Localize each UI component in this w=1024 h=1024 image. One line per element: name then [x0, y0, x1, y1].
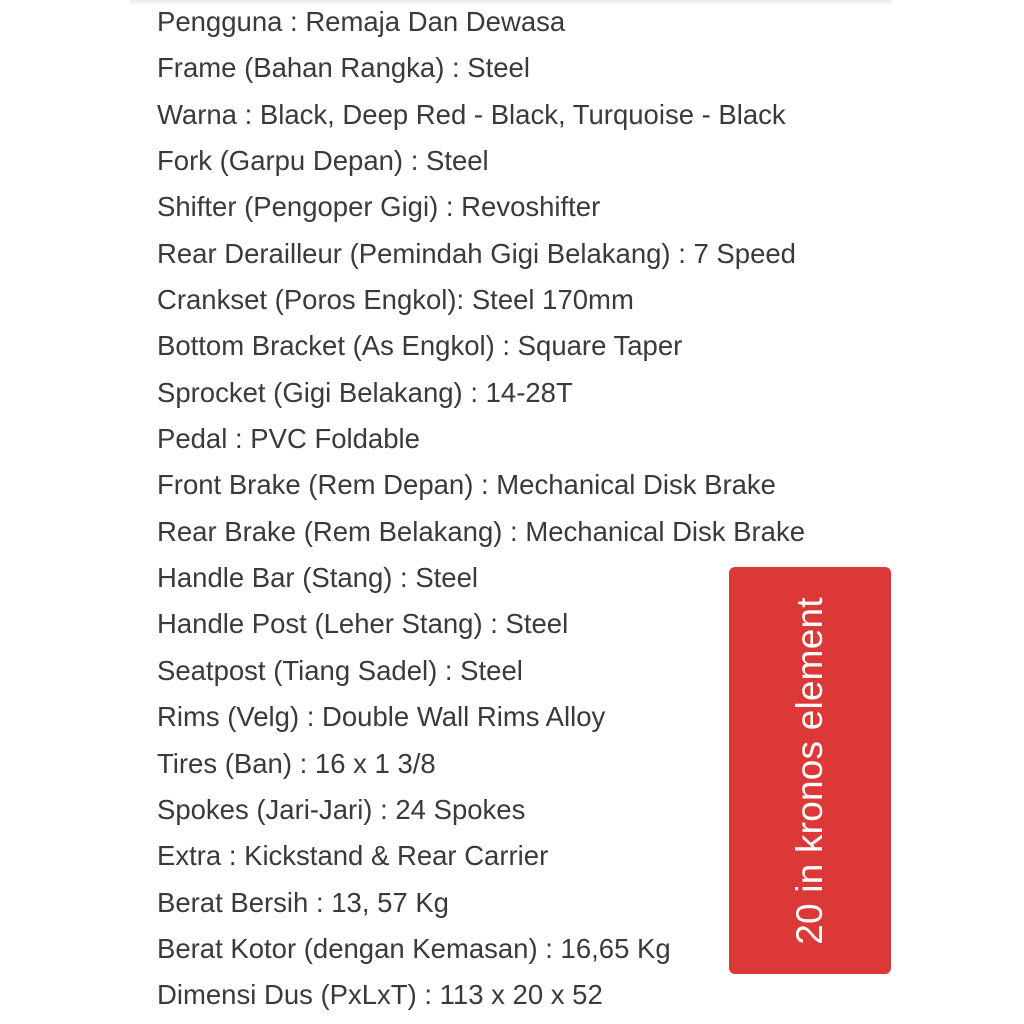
spec-line-tires: Tires (Ban) : 16 x 1 3/8: [157, 747, 436, 779]
spec-line-spokes: Spokes (Jari-Jari) : 24 Spokes: [157, 793, 526, 825]
spec-line-berat-kotor: Berat Kotor (dengan Kemasan) : 16,65 Kg: [157, 932, 671, 964]
product-name-badge: [729, 567, 891, 974]
spec-line-warna: Warna : Black, Deep Red - Black, Turquoise - Black: [157, 98, 786, 130]
spec-line-bottom-bracket: Bottom Bracket (As Engkol) : Square Taper: [157, 330, 683, 362]
spec-line-handle-post: Handle Post (Leher Stang) : Steel: [157, 608, 569, 640]
spec-line-crankset: Crankset (Poros Engkol): Steel 170mm: [157, 284, 634, 316]
spec-line-pengguna: Pengguna : Remaja Dan Dewasa: [157, 6, 566, 37]
spec-line-front-brake: Front Brake (Rem Depan) : Mechanical Disk Brake: [157, 469, 776, 501]
spec-line-rear-derailleur: Rear Derailleur (Pemindah Gigi Belakang) : 7 Speed: [157, 237, 796, 269]
spec-line-handle-bar: Handle Bar (Stang) : Steel: [157, 562, 479, 594]
spec-line-seatpost: Seatpost (Tiang Sadel) : Steel: [157, 654, 523, 686]
spec-line-berat-bersih: Berat Bersih : 13, 57 Kg: [157, 886, 449, 918]
spec-line-fork: Fork (Garpu Depan) : Steel: [157, 145, 489, 177]
spec-list: [157, 0, 805, 1019]
spec-line-extra: Extra : Kickstand & Rear Carrier: [157, 840, 549, 872]
spec-line-frame: Frame (Bahan Rangka) : Steel: [157, 52, 530, 84]
spec-line-sprocket: Sprocket (Gigi Belakang) : 14-28T: [157, 376, 573, 408]
spec-line-shifter: Shifter (Pengoper Gigi) : Revoshifter: [157, 191, 601, 223]
spec-line-rear-brake: Rear Brake (Rem Belakang) : Mechanical Disk Brake: [157, 515, 806, 547]
spec-line-rims: Rims (Velg) : Double Wall Rims Alloy: [157, 701, 606, 733]
product-name-label: 20 in kronos element: [789, 596, 830, 945]
spec-line-pedal: Pedal : PVC Foldable: [157, 423, 420, 455]
spec-line-dimensi-dus: Dimensi Dus (PxLxT) : 113 x 20 x 52: [157, 979, 603, 1011]
